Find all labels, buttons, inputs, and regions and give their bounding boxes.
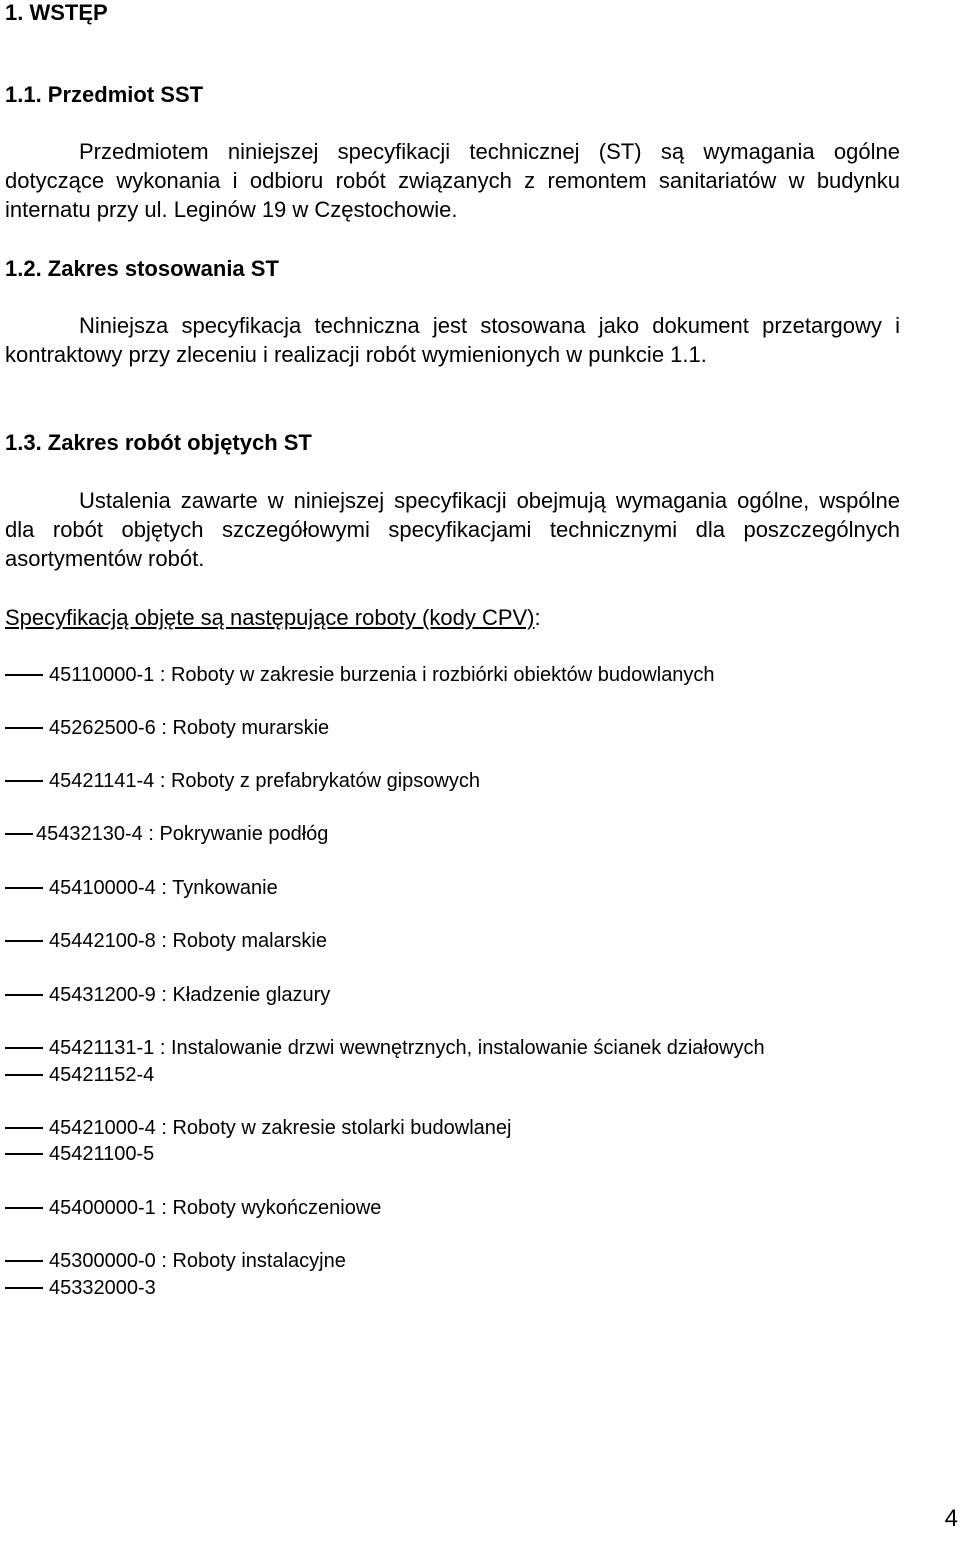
dash-icon	[5, 1207, 43, 1209]
dash-icon	[5, 994, 43, 996]
cpv-item: 45421141-4 : Roboty z prefabrykatów gipsowych	[5, 768, 480, 794]
cpv-intro-colon: :	[534, 605, 541, 630]
paragraph-1-2: Niniejsza specyfikacja techniczna jest stosowana jako dokument przetargowy i kontraktowy przy zleceniu i realizacji robót wymienionych w punkcie 1.1.	[5, 313, 900, 367]
paragraph-1-1: Przedmiotem niniejszej specyfikacji technicznej (ST) są wymagania ogólne dotyczące wykonania i odbioru robót związanych z remontem sanitariatów w budynku internatu przy ul. Leginów 19 w Częstochowie.	[5, 139, 900, 222]
cpv-item: 45431200-9 : Kładzenie glazury	[5, 982, 330, 1008]
cpv-item: 45410000-4 : Tynkowanie	[5, 875, 278, 901]
cpv-item: 45110000-1 : Roboty w zakresie burzenia i rozbiórki obiektów budowlanych	[5, 662, 715, 688]
cpv-item: 45300000-0 : Roboty instalacyjne	[5, 1248, 346, 1274]
dash-icon	[5, 833, 33, 835]
cpv-item: 45421131-1 : Instalowanie drzwi wewnętrznych, instalowanie ścianek działowych	[5, 1035, 765, 1061]
cpv-intro	[5, 605, 541, 631]
dash-icon	[5, 1074, 43, 1076]
heading-1-1: 1.1. Przedmiot SST	[5, 82, 204, 107]
dash-icon	[5, 727, 43, 729]
cpv-item: 45421152-4	[5, 1062, 154, 1088]
dash-icon	[5, 940, 43, 942]
dash-icon	[5, 1047, 43, 1049]
cpv-item: 45421100-5	[5, 1141, 154, 1167]
page-number: 4	[944, 1505, 958, 1532]
heading-1: 1. WSTĘP	[5, 0, 108, 25]
dash-icon	[5, 674, 43, 676]
dash-icon	[5, 1260, 43, 1262]
heading-1-2: 1.2. Zakres stosowania ST	[5, 256, 279, 281]
dash-icon	[5, 887, 43, 889]
dash-icon	[5, 1127, 43, 1129]
cpv-item: 45421000-4 : Roboty w zakresie stolarki budowlanej	[5, 1115, 512, 1141]
cpv-item: 45262500-6 : Roboty murarskie	[5, 715, 329, 741]
cpv-item: 45432130-4 : Pokrywanie podłóg	[5, 821, 328, 847]
cpv-item: 45400000-1 : Roboty wykończeniowe	[5, 1195, 381, 1221]
paragraph-1-3: Ustalenia zawarte w niniejszej specyfikacji obejmują wymagania ogólne, wspólne dla robót objętych szczegółowymi specyfikacjami technicznymi dla poszczególnych asortymentów robót.	[5, 488, 900, 571]
dash-icon	[5, 780, 43, 782]
dash-icon	[5, 1287, 43, 1289]
cpv-item: 45442100-8 : Roboty malarskie	[5, 928, 327, 954]
heading-1-3: 1.3. Zakres robót objętych ST	[5, 430, 312, 455]
dash-icon	[5, 1153, 43, 1155]
cpv-item: 45332000-3	[5, 1275, 156, 1301]
cpv-intro-text: Specyfikacją objęte są następujące roboty (kody CPV)	[5, 605, 535, 630]
